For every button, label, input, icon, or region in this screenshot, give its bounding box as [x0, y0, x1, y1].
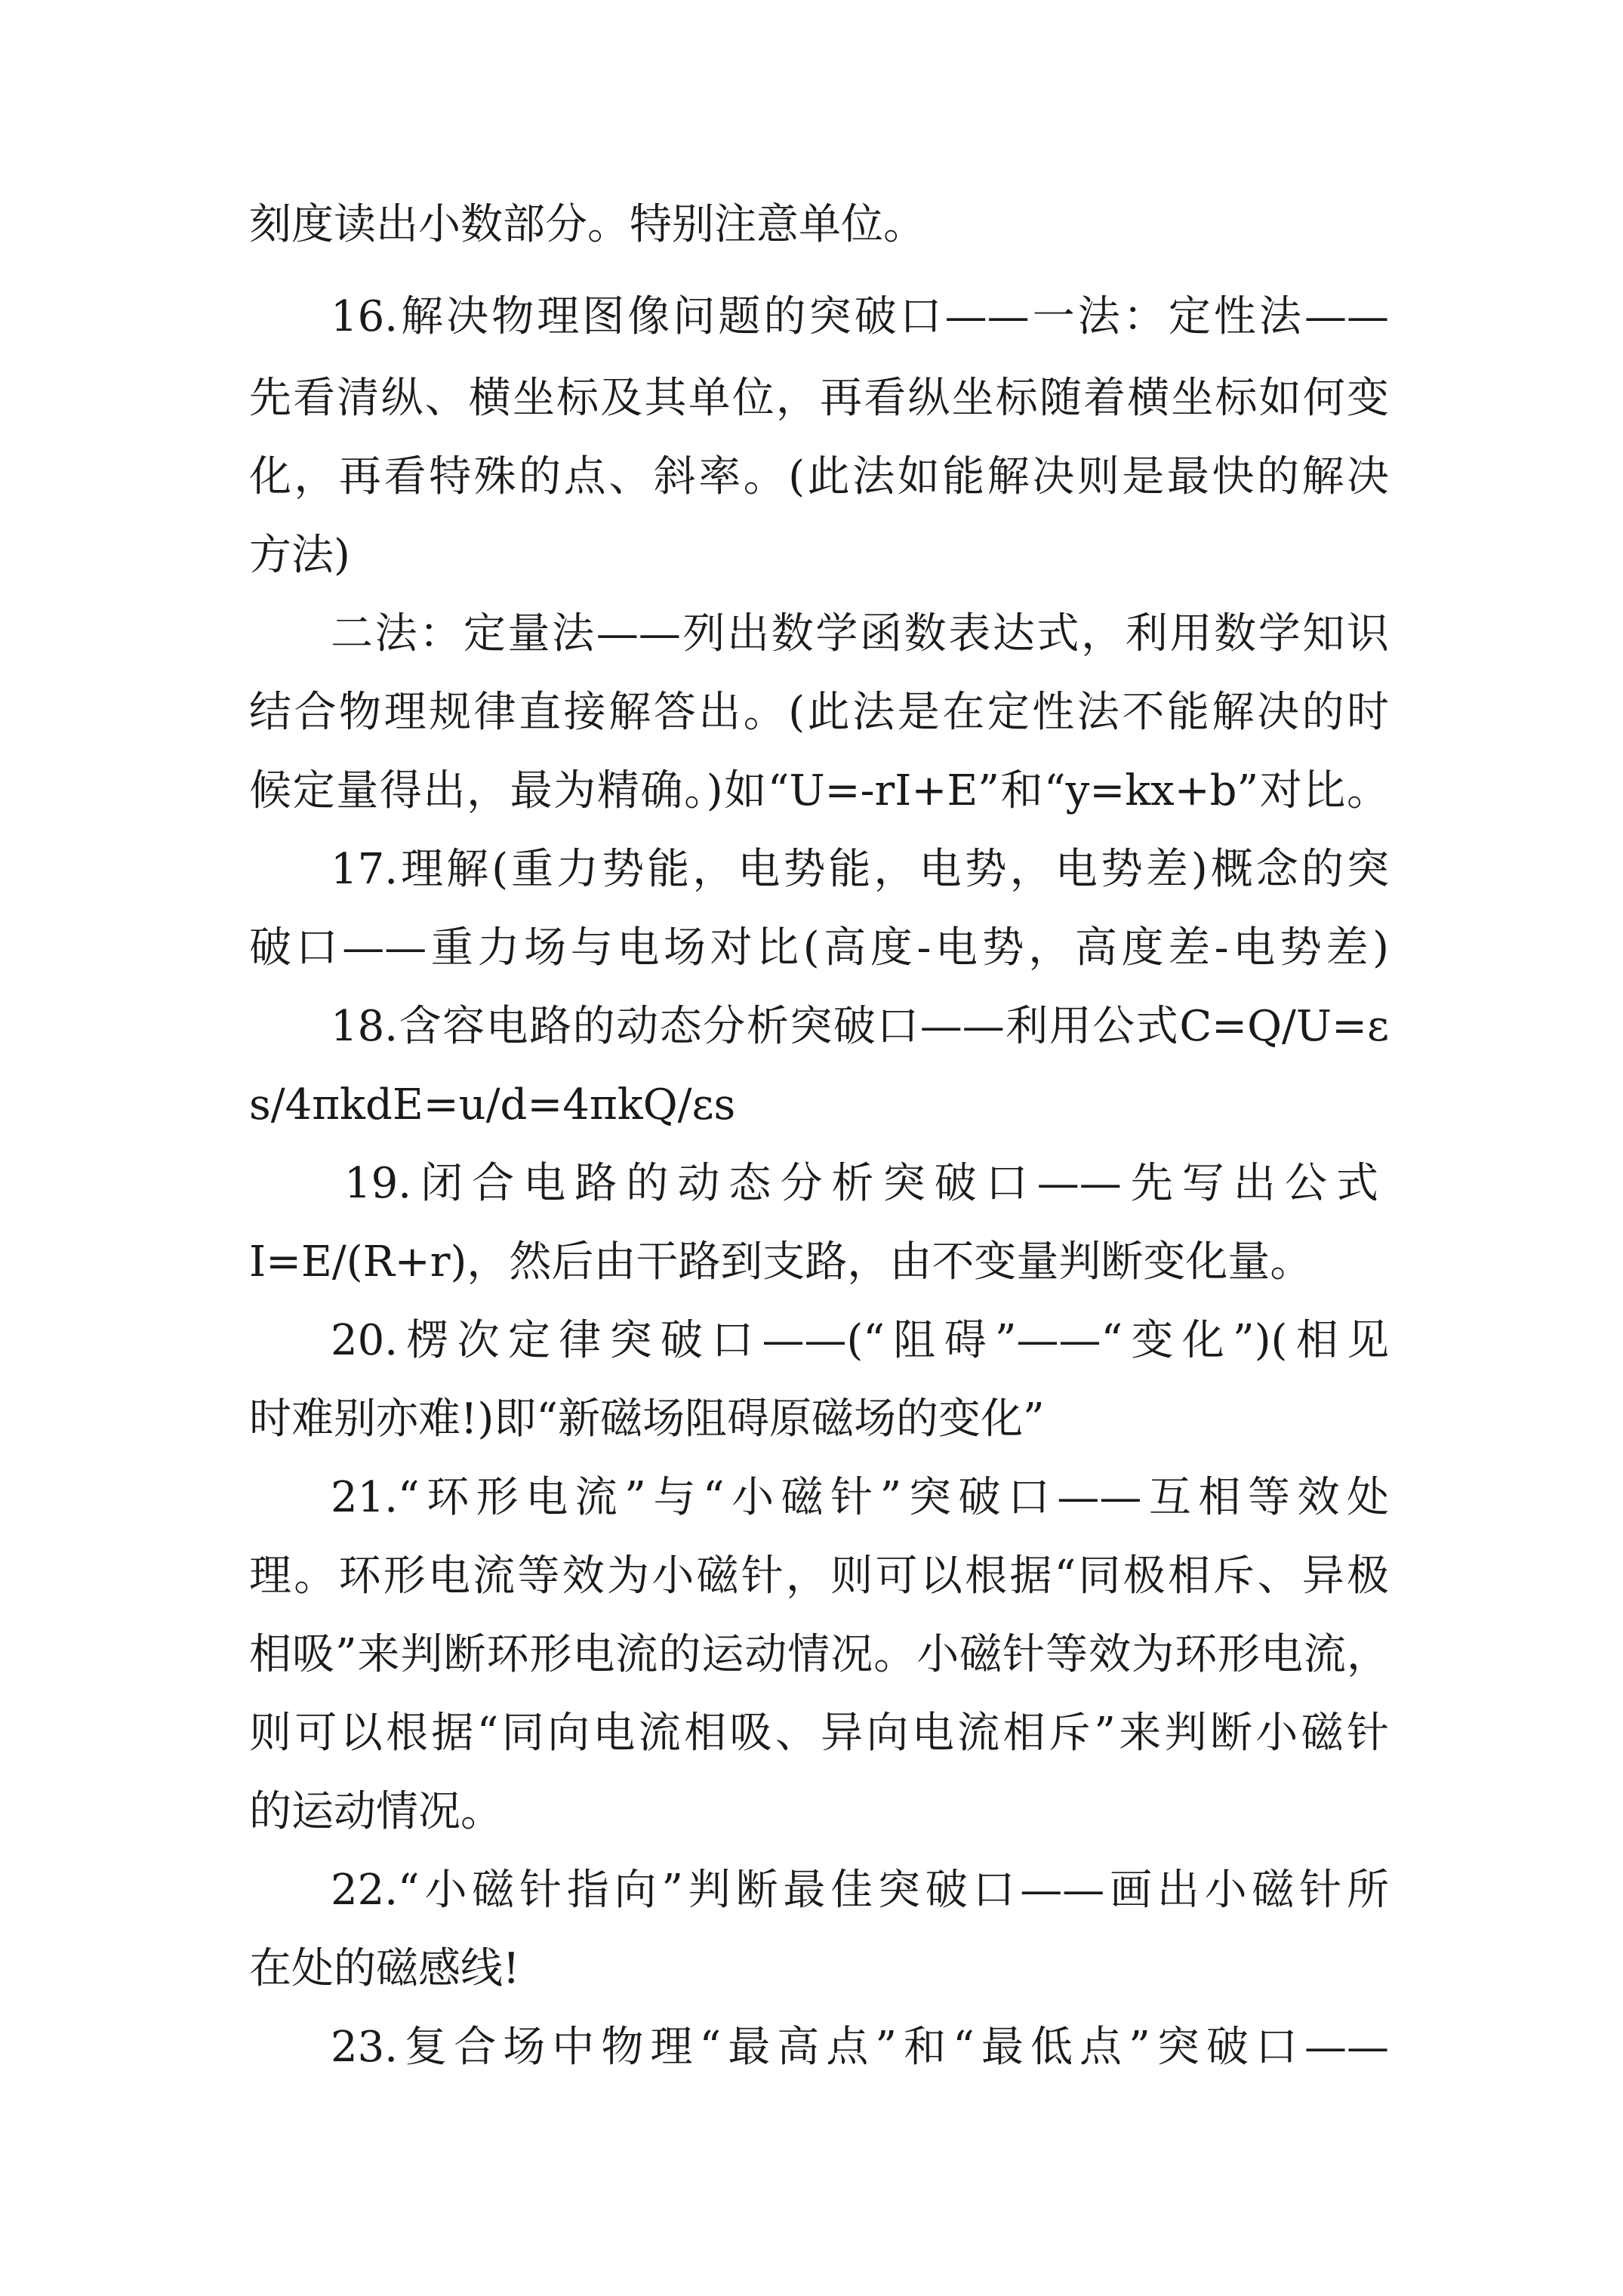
text-line: 16.解决物理图像问题的突破口——一法：定性法—— — [331, 292, 1389, 341]
text-line: 23.复合场中物理“最高点”和“最低点”突破口—— — [331, 2023, 1389, 2072]
text-line: 相吸”来判断环形电流的运动情况。小磁针等效为环形电流， — [249, 1630, 1389, 1679]
text-line: 破口——重力场与电场对比(高度-电势，高度差-电势差) — [249, 923, 1389, 972]
text-line: 22.“小磁针指向”判断最佳突破口——画出小磁针所 — [331, 1866, 1389, 1915]
text-line: 18.含容电路的动态分析突破口——利用公式C=Q/U=ε — [331, 1002, 1389, 1051]
text-line: 结合物理规律直接解答出。(此法是在定性法不能解决的时 — [249, 688, 1389, 737]
text-line: 方法) — [249, 531, 350, 580]
text-line: 先看清纵、横坐标及其单位，再看纵坐标随着横坐标如何变 — [249, 374, 1389, 423]
text-line: 在处的磁感线! — [249, 1944, 520, 1993]
text-line: 17.理解(重力势能，电势能，电势，电势差)概念的突 — [331, 845, 1389, 894]
text-line: 21.“环形电流”与“小磁针”突破口——互相等效处 — [331, 1473, 1389, 1522]
text-line: s/4πkdE=u/d=4πkQ/εs — [249, 1080, 736, 1130]
text-line: 候定量得出，最为精确。)如“U=-rI+E”和“y=kx+b”对比。 — [249, 766, 1389, 815]
text-line: 化，再看特殊的点、斜率。(此法如能解决则是最快的解决 — [249, 452, 1389, 501]
text-line: I=E/(R+r)，然后由干路到支路，由不变量判断变化量。 — [249, 1237, 1313, 1287]
text-line: 的运动情况。 — [249, 1787, 503, 1836]
text-line: 理。环形电流等效为小磁针，则可以根据“同极相斥、异极 — [249, 1552, 1389, 1601]
text-line: 20.楞次定律突破口——(“阻碍”——“变化”)(相见 — [331, 1316, 1389, 1365]
text-line: 时难别亦难!)即“新磁场阻碍原磁场的变化” — [249, 1395, 1045, 1444]
text-line: 19.闭合电路的动态分析突破口——先写出公式 — [344, 1159, 1378, 1208]
text-line: 刻度读出小数部分。特别注意单位。 — [249, 200, 925, 249]
text-line: 二法：定量法——列出数学函数表达式，利用数学知识 — [331, 609, 1389, 658]
text-line: 则可以根据“同向电流相吸、异向电流相斥”来判断小磁针 — [249, 1709, 1389, 1758]
